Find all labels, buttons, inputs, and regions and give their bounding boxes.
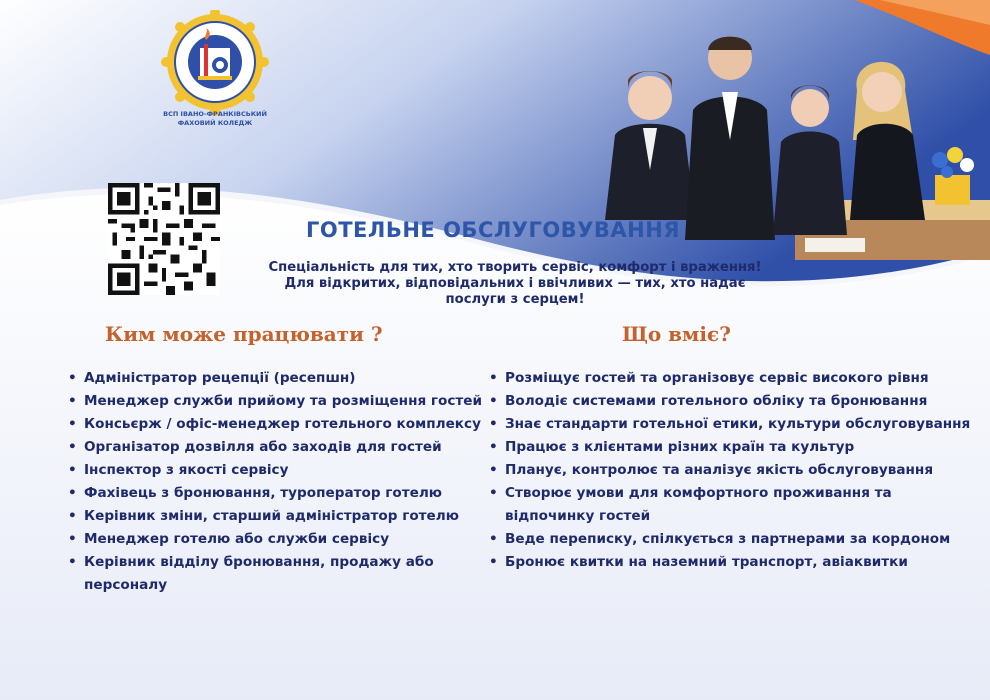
list-item: • Знає стандарти готельної етики, культури обслуговування [487, 413, 977, 436]
list-item: • Організатор дозвілля або заходів для гостей [66, 436, 486, 459]
student-figure-1 [605, 71, 695, 220]
student-figure-2 [685, 36, 775, 240]
flower-bouquet-icon [932, 147, 974, 205]
list-item: • Фахівець з бронювання, туроператор готелю [66, 482, 486, 505]
list-item: • Створює умови для комфортного проживання та відпочинку гостей [487, 482, 977, 528]
page-title: ГОТЕЛЬНЕ ОБСЛУГОВУВАННЯ [306, 218, 680, 242]
teacher-figure [850, 62, 925, 220]
list-item: • Працює з клієнтами різних країн та культур [487, 436, 977, 459]
list-item: • Інспектор з якості сервісу [66, 459, 486, 482]
list-item: • Бронює квитки на наземний транспорт, авіаквитки [487, 551, 977, 574]
list-item: • Менеджер служби прийому та розміщення гостей [66, 390, 486, 413]
skills-heading: Що вміє? [622, 322, 731, 346]
list-item: • Консьєрж / офіс-менеджер готельного комплексу [66, 413, 486, 436]
careers-list [66, 367, 486, 597]
skills-list [487, 367, 977, 574]
page-subtitle [225, 260, 805, 308]
list-item: • Керівник відділу бронювання, продажу або персоналу [66, 551, 486, 597]
list-item: • Планує, контролює та аналізує якість обслуговування [487, 459, 977, 482]
list-item: • Веде переписку, спілкується з партнерами за кордоном [487, 528, 977, 551]
list-item: • Розміщує гостей та організовує сервіс високого рівня [487, 367, 977, 390]
subtitle-line-3: послуги з серцем! [445, 292, 585, 307]
subtitle-line-1: Спеціальність для тих, хто творить сервіс, комфорт і враження! [268, 260, 762, 275]
list-item: • Володіє системами готельного обліку та бронювання [487, 390, 977, 413]
list-item: • Адміністратор рецепції (ресепшн) [66, 367, 486, 390]
student-figure-3 [773, 85, 847, 235]
list-item: • Менеджер готелю або служби сервісу [66, 528, 486, 551]
logo-caption [150, 110, 280, 128]
logo-caption-line2: ФАХОВИЙ КОЛЕДЖ [177, 119, 253, 127]
logo-caption-line1: ВСП ІВАНО-ФРАНКІВСЬКИЙ [163, 110, 267, 118]
qr-code-icon [108, 183, 220, 295]
subtitle-line-2: Для відкритих, відповідальних і ввічливих — тих, хто надає [284, 276, 746, 291]
qr-code[interactable] [108, 183, 220, 295]
careers-heading: Ким може працювати ? [105, 322, 383, 346]
list-item: • Керівник зміни, старший адміністратор готелю [66, 505, 486, 528]
